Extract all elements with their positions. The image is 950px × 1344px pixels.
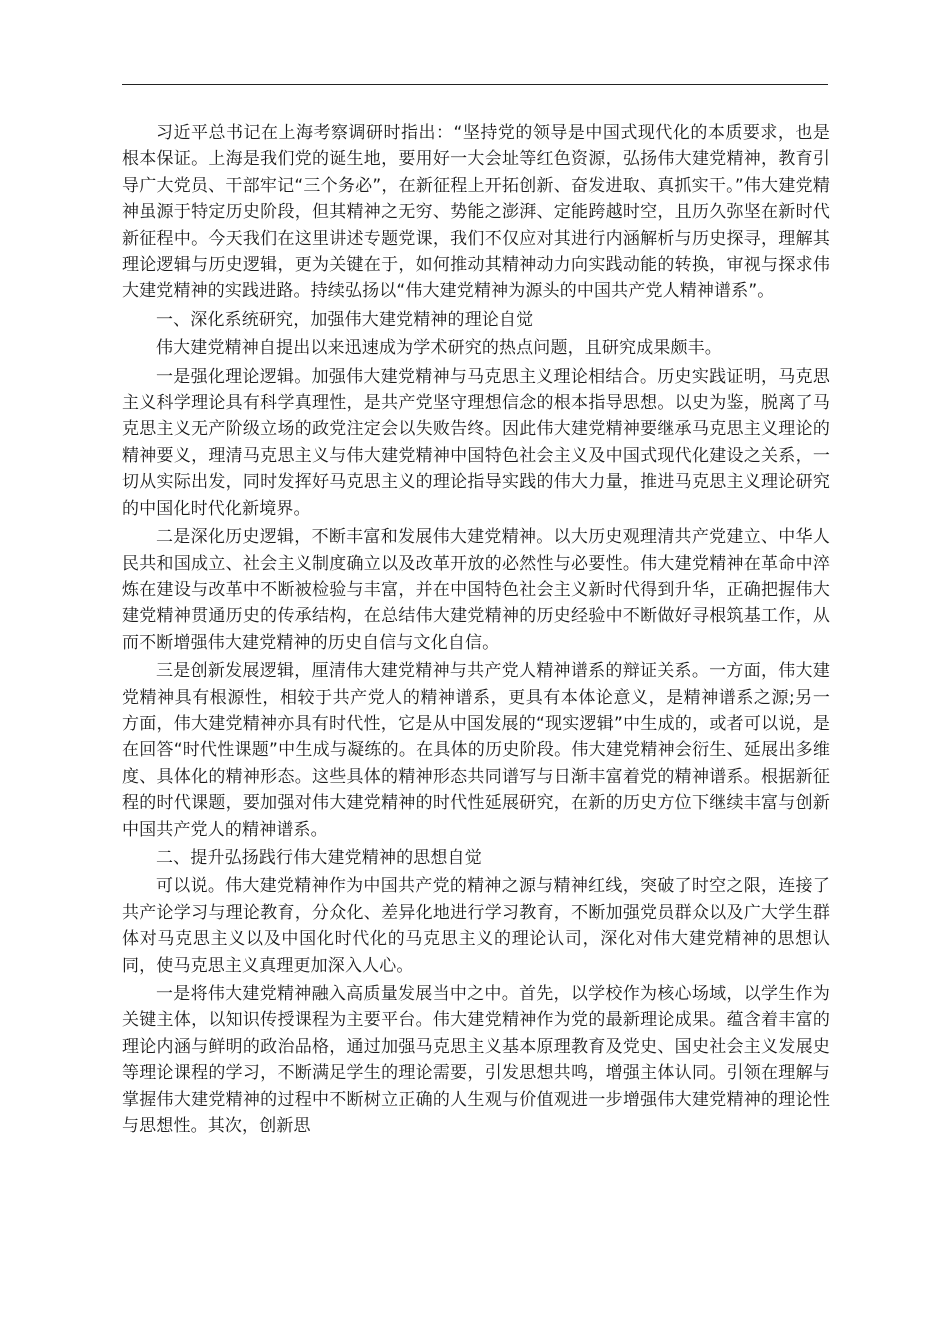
- body-paragraph: 可以说。伟大建党精神作为中国共产党的精神之源与精神红线，突破了时空之限，连接了共产论学习与理论教育，分众化、差异化地进行学习教育，不断加强党员群众以及广大学生群体对马克思主义以及中国化时代化的马克思主义的理论认司，深化对伟大建党精神的思想认同，使马克思主义真理更加深入人心。: [122, 876, 830, 976]
- body-paragraph: 伟大建党精神自提出以来迅速成为学术研究的热点问题，且研究成果颇丰。: [156, 338, 722, 359]
- body-paragraph: 二是深化历史逻辑，不断丰富和发展伟大建党精神。以大历史观理清共产党建立、中华人民共和国成立、社会主义制度确立以及改革开放的必然性与必要性。伟大建党精神在革命中淬炼在建设与改革中不断被检验与丰富，并在中国特色社会主义新时代得到升华，正确把握伟大建党精神贯通历史的传承结构，在总结伟大建党精神的历史经验中不断做好寻根筑基工作，从而不断增强伟大建党精神的历史自信与文化自信。: [122, 527, 830, 653]
- body-paragraph: 三是创新发展逻辑，厘清伟大建党精神与共产党人精神谱系的辩证关系。一方面，伟大建党精神具有根源性，相较于共产党人的精神谱系，更具有本体论意义，是精神谱系之源;另一方面，伟大建党精神亦具有时代性，它是从中国发展的“现实逻辑”中生成的，或者可以说，是在回答“时代性课题”中生成与凝练的。在具体的历史阶段。伟大建党精神会衍生、延展出多维度、具体化的精神形态。这些具体的精神形态共同谱写与日渐丰富着党的精神谱系。根据新征程的时代课题，要加强对伟大建党精神的时代性延展研究，在新的历史方位下继续丰富与创新中国共产党人的精神谱系。: [122, 661, 830, 840]
- header-divider: [122, 84, 828, 85]
- section-heading-1: 一、深化系统研究，加强伟大建党精神的理论自觉: [156, 309, 534, 330]
- body-paragraph: 一是强化理论逻辑。加强伟大建党精神与马克思主义理论相结合。历史实践证明，马克思主义科学理论具有科学真理性，是共产党坚守理想信念的根本指导思想。以史为鉴，脱离了马克思主义无产阶级立场的政党注定会以失败告终。因此伟大建党精神要继承马克思主义理论的精神要义，理清马克思主义与伟大建党精神中国特色社会主义及中国式现代化建设之关系，一切从实际出发，同时发挥好马克思主义的理论指导实践的伟大力量，推进马克思主义理论研究的中国化时代化新境界。: [122, 366, 830, 519]
- intro-paragraph: 习近平总书记在上海考察调研时指出：“坚持党的领导是中国式现代化的本质要求，也是根本保证。上海是我们党的诞生地，要用好一大会址等红色资源，弘扬伟大建党精神，教育引导广大党员、干部牢记“三个务必”，在新征程上开拓创新、奋发进取、真抓实干。”伟大建党精神虽源于特定历史阶段，但其精神之无穷、势能之澎湃、定能跨越时空，且历久弥坚在新时代新征程中。今天我们在这里讲述专题党课，我们不仅应对其进行内涵解析与历史探寻，理解其理论逻辑与历史逻辑，更为关键在于，如何推动其精神动力向实践动能的转换，审视与探求伟大建党精神的实践进路。持续弘扬以“伟大建党精神为源头的中国共产党人精神谱系”。: [122, 123, 830, 302]
- body-paragraph: 一是将伟大建党精神融入高质量发展当中之中。首先，以学校作为核心场域，以学生作为关键主体，以知识传授课程为主要平台。伟大建党精神作为党的最新理论成果。蕴含着丰富的理论内涵与鲜明的政治品格，通过加强马克思主义基本原理教育及党史、国史社会主义发展史等理论课程的学习，不断满足学生的理论需要，引发思想共鸣，增强主体认同。引领在理解与掌握伟大建党精神的过程中不断树立正确的人生观与价值观进一步增强伟大建党精神的理论性与思想性。其次，创新思: [122, 984, 830, 1137]
- section-heading-2: 二、提升弘扬践行伟大建党精神的思想自觉: [156, 847, 482, 868]
- document-body: [122, 120, 830, 1141]
